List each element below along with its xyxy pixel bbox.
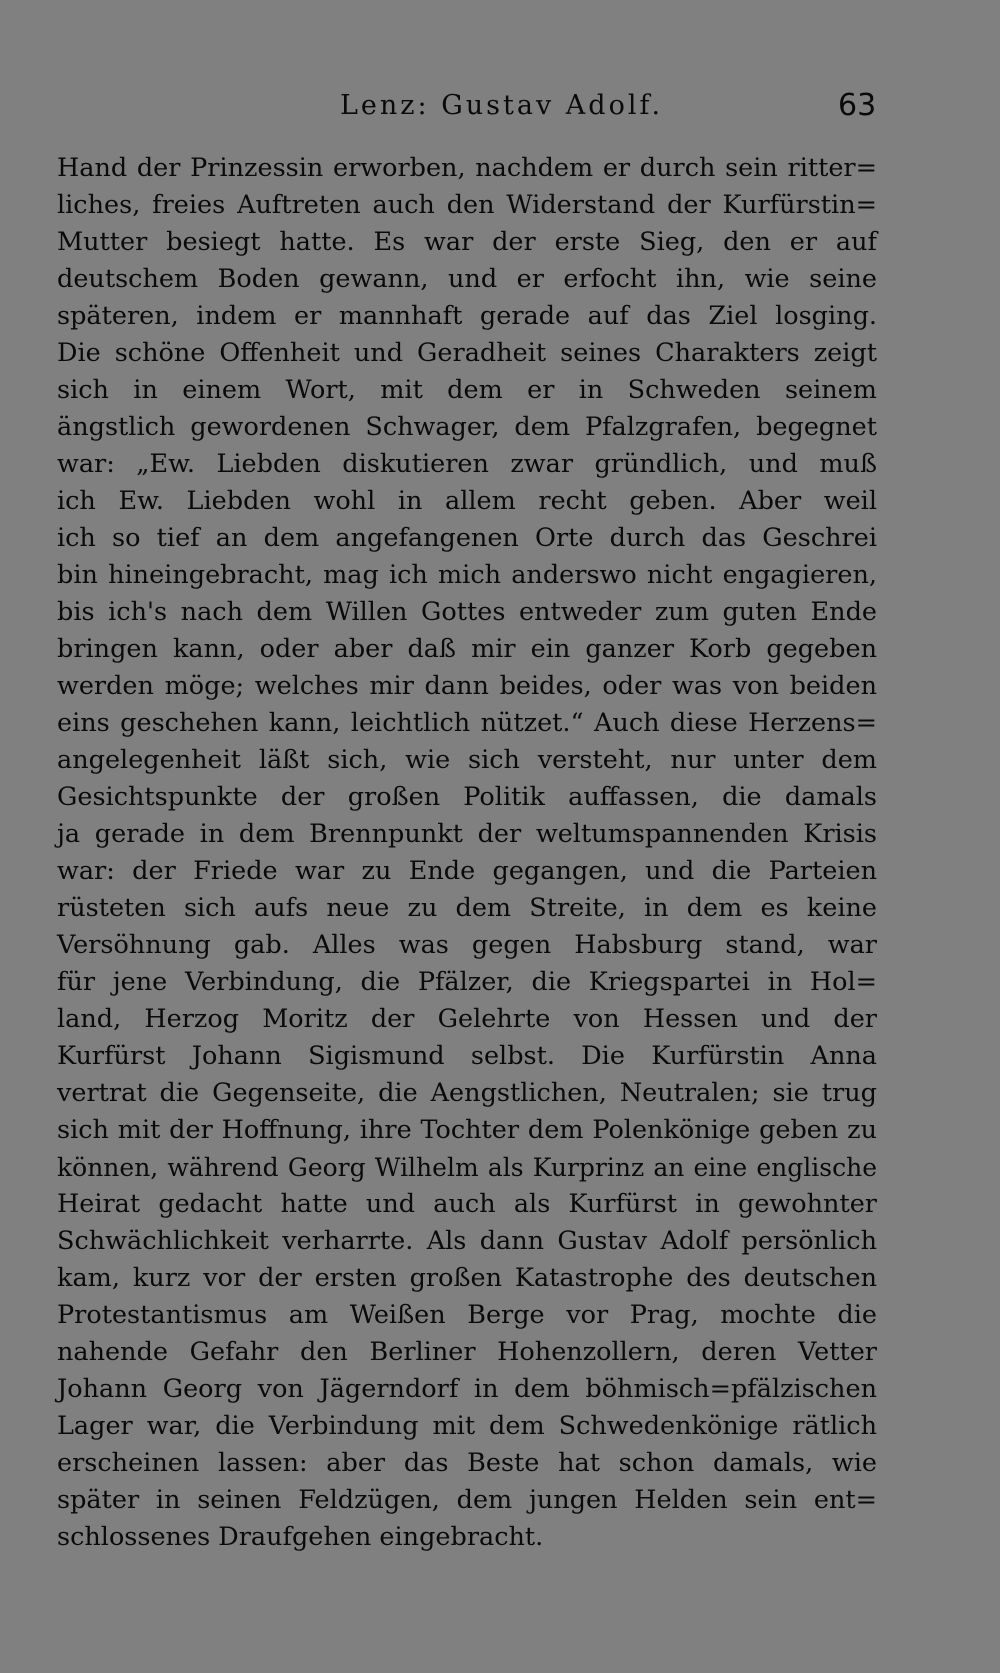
text-line: werden möge; welches mir dann beides, oder was von beiden: [57, 671, 877, 701]
page-number: 63: [838, 88, 877, 123]
text-line: ängstlich gewordenen Schwager, dem Pfalzgrafen, begegnet: [57, 412, 877, 442]
text-line: Johann Georg von Jägerndorf in dem böhmisch=pfälzischen: [57, 1374, 877, 1404]
text-line: kam, kurz vor der ersten großen Katastrophe des deutschen: [57, 1263, 877, 1293]
running-head: [0, 86, 1000, 126]
body-text: [57, 150, 877, 1556]
text-line: späteren, indem er mannhaft gerade auf das Ziel losging.: [57, 301, 877, 331]
text-line: Hand der Prinzessin erworben, nachdem er durch sein ritter=: [57, 153, 877, 183]
text-line: ich Ew. Liebden wohl in allem recht geben. Aber weil: [57, 486, 877, 516]
text-line: war: „Ew. Liebden diskutieren zwar gründlich, und muß: [57, 449, 877, 479]
text-line: für jene Verbindung, die Pfälzer, die Kriegspartei in Hol=: [57, 967, 877, 997]
text-line: Gesichtspunkte der großen Politik auffassen, die damals: [57, 782, 877, 812]
text-line: sich mit der Hoffnung, ihre Tochter dem Polenkönige geben zu: [57, 1115, 877, 1145]
text-line: nahende Gefahr den Berliner Hohenzollern, deren Vetter: [57, 1337, 877, 1367]
text-line: land, Herzog Moritz der Gelehrte von Hessen und der: [57, 1004, 877, 1034]
text-line: Versöhnung gab. Alles was gegen Habsburg stand, war: [57, 930, 877, 960]
text-line: Die schöne Offenheit und Geradheit seines Charakters zeigt: [57, 338, 877, 368]
text-line: Schwächlichkeit verharrte. Als dann Gustav Adolf persönlich: [57, 1226, 877, 1256]
text-line: war: der Friede war zu Ende gegangen, und die Parteien: [57, 856, 877, 886]
text-line: bin hineingebracht, mag ich mich anderswo nicht engagieren,: [57, 560, 877, 590]
text-line: ich so tief an dem angefangenen Orte durch das Geschrei: [57, 523, 877, 553]
text-line: Mutter besiegt hatte. Es war der erste Sieg, den er auf: [57, 227, 877, 257]
text-line: Protestantismus am Weißen Berge vor Prag, mochte die: [57, 1300, 877, 1330]
text-line: bis ich's nach dem Willen Gottes entweder zum guten Ende: [57, 597, 877, 627]
text-line: deutschem Boden gewann, und er erfocht ihn, wie seine: [57, 264, 877, 294]
text-line: später in seinen Feldzügen, dem jungen Helden sein ent=: [57, 1485, 877, 1515]
text-line: angelegenheit läßt sich, wie sich versteht, nur unter dem: [57, 745, 877, 775]
text-line: Lager war, die Verbindung mit dem Schwedenkönige rätlich: [57, 1411, 877, 1441]
text-line: ja gerade in dem Brennpunkt der weltumspannenden Krisis: [57, 819, 877, 849]
text-line: Kurfürst Johann Sigismund selbst. Die Kurfürstin Anna: [57, 1041, 877, 1071]
text-line: Heirat gedacht hatte und auch als Kurfürst in gewohnter: [57, 1189, 877, 1219]
text-line: sich in einem Wort, mit dem er in Schweden seinem: [57, 375, 877, 405]
text-line: erscheinen lassen: aber das Beste hat schon damals, wie: [57, 1448, 877, 1478]
text-line: bringen kann, oder aber daß mir ein ganzer Korb gegeben: [57, 634, 877, 664]
text-line: können, während Georg Wilhelm als Kurprinz an eine englische: [57, 1153, 877, 1182]
text-line: schlossenes Draufgehen eingebracht.: [57, 1522, 544, 1552]
running-title: Lenz: Gustav Adolf.: [340, 90, 664, 121]
text-line: liches, freies Auftreten auch den Widerstand der Kurfürstin=: [57, 190, 877, 220]
text-line: rüsteten sich aufs neue zu dem Streite, in dem es keine: [57, 893, 877, 923]
text-line: vertrat die Gegenseite, die Aengstlichen, Neutralen; sie trug: [57, 1078, 877, 1108]
text-line: eins geschehen kann, leichtlich nützet.“ Auch diese Herzens=: [57, 708, 877, 738]
